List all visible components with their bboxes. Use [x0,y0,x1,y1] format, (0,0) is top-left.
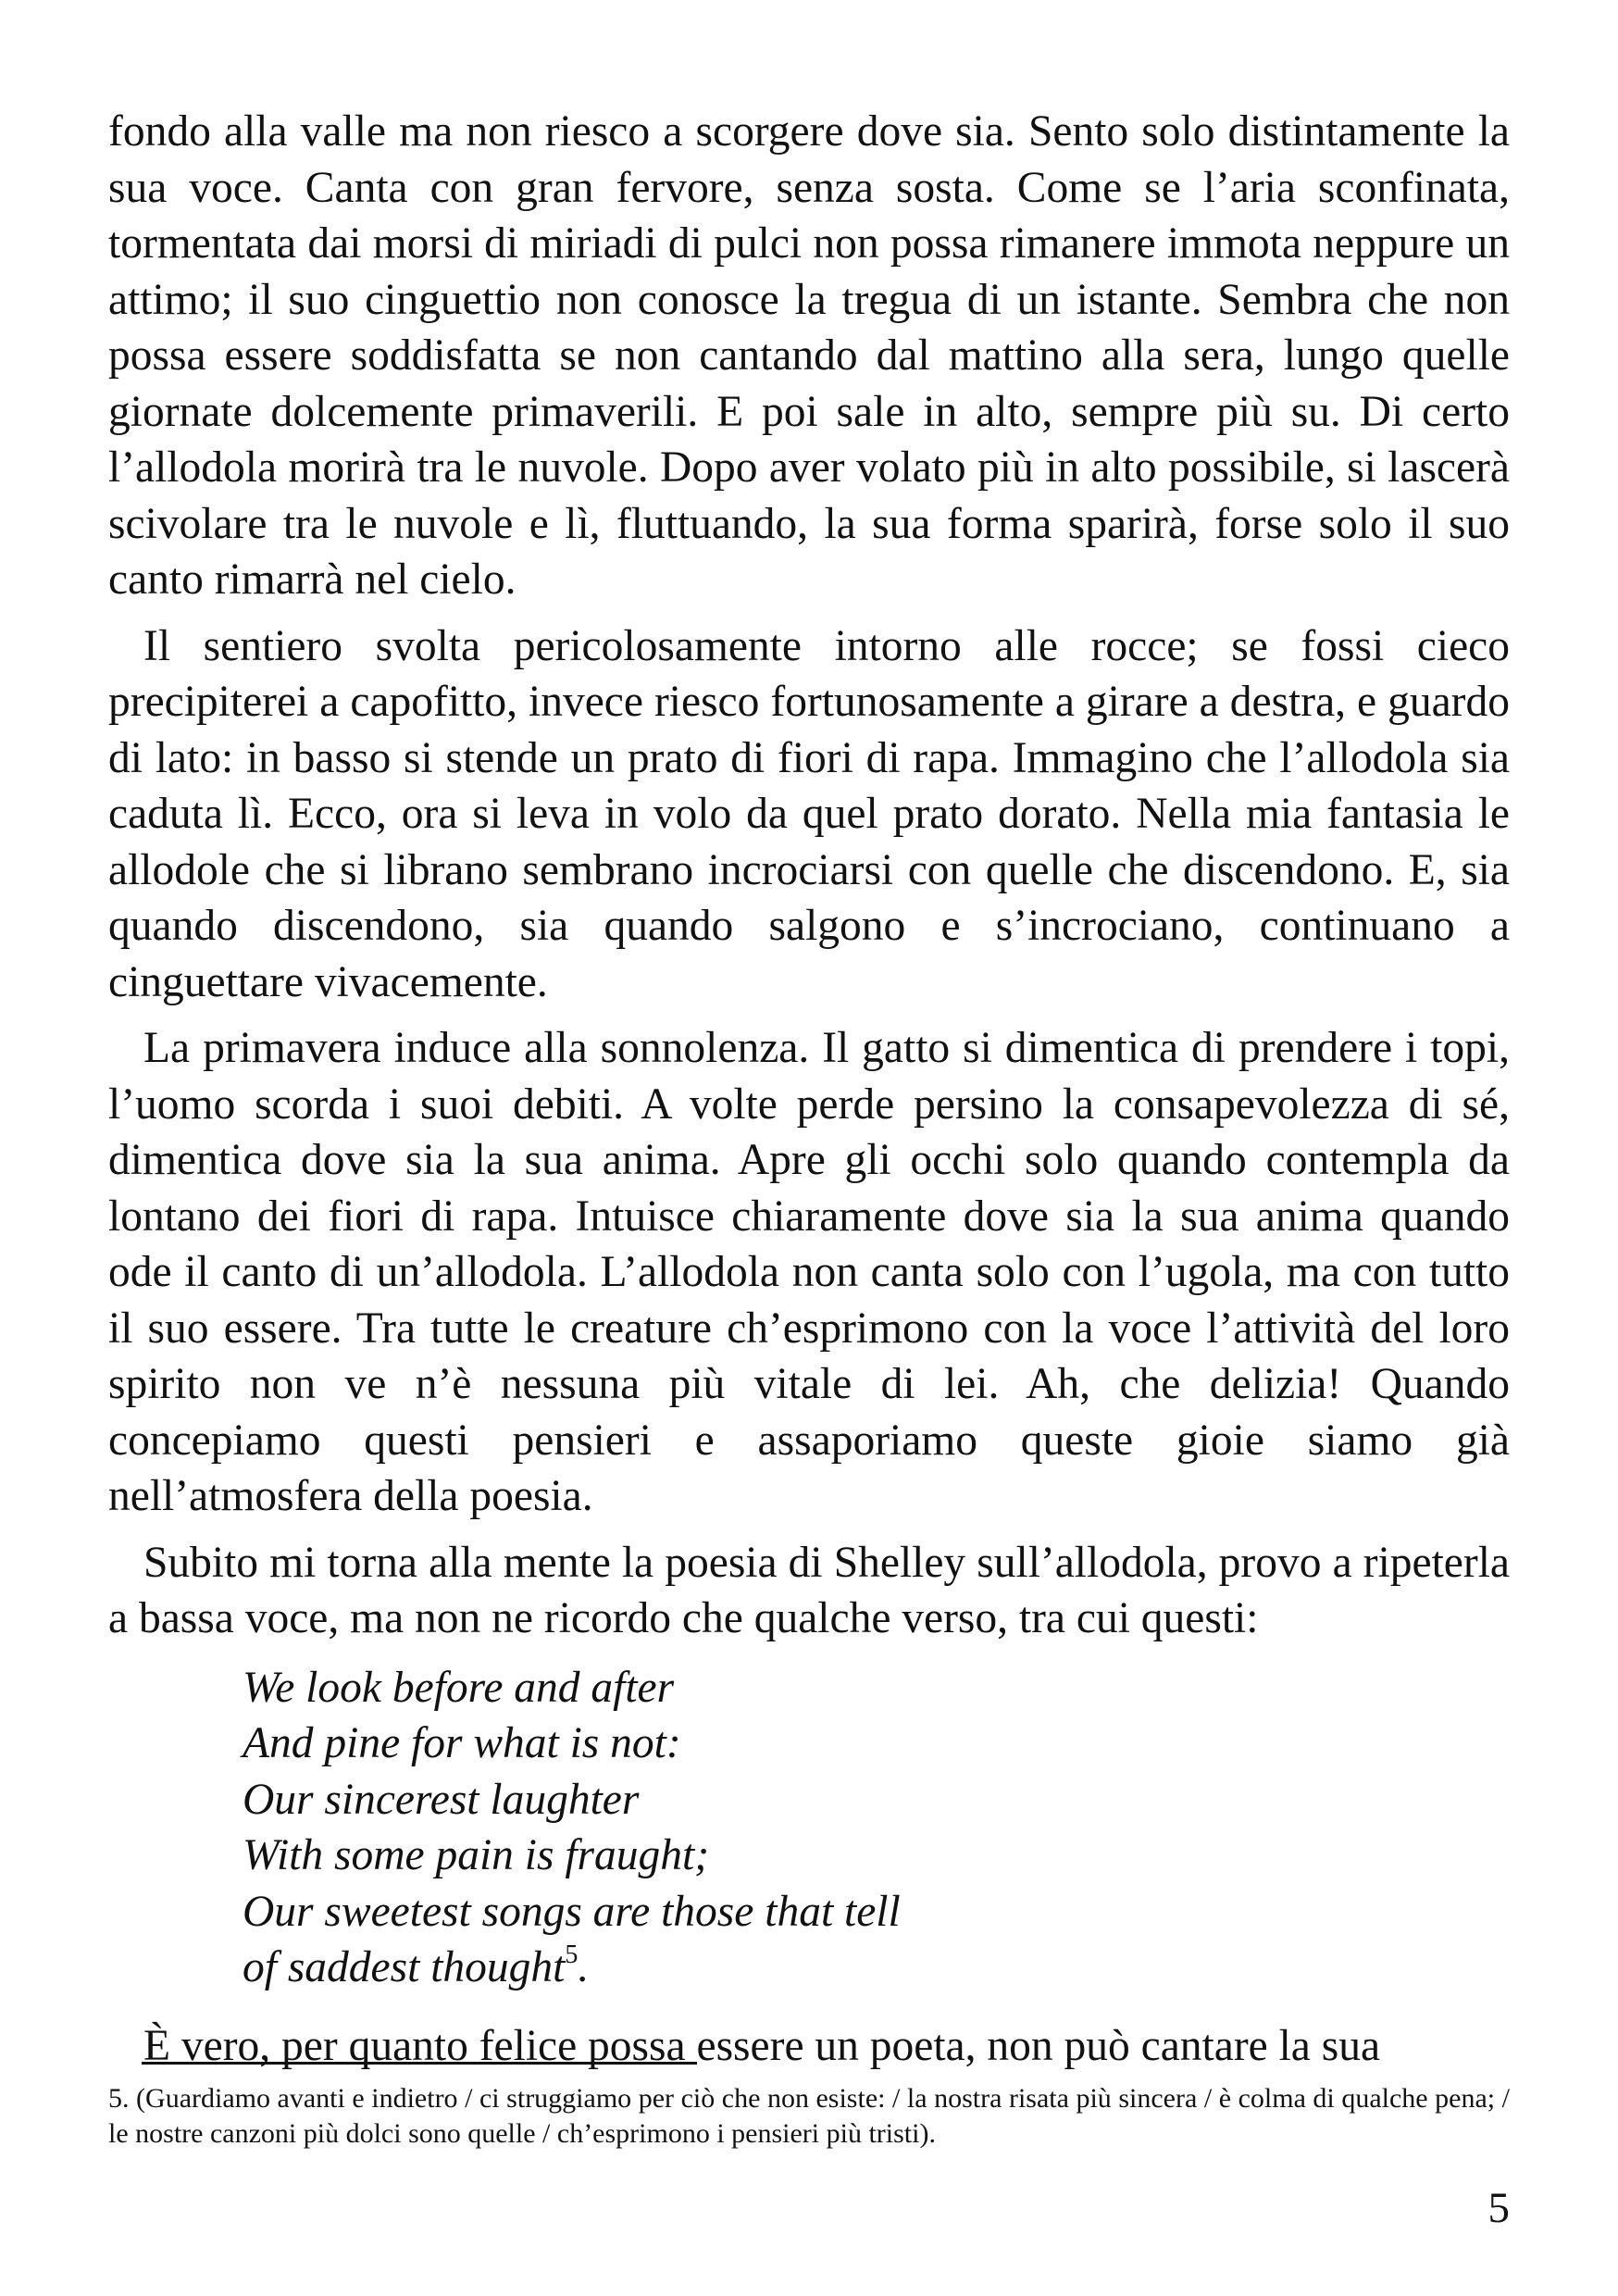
paragraph-3: La primavera induce alla sonnolenza. Il gatto si dimentica di prendere i topi, l’uomo scorda i suoi debiti. A volte perde persino la consapevolezza di sé, dimentica dove sia la sua anima. Apre gli occhi solo quando contempla da lontano dei fiori di rapa. Intuisce chiaramente dove sia la sua anima quando ode il canto di un’allodola. L’allodola non canta solo con l’ugola, ma con tutto il suo essere. Tra tutte le creature ch’esprimono con la voce l’attività del loro spirito non ve n’è nessuna più vitale di lei. Ah, che delizia! Quando concepiamo questi pensieri e assaporiamo queste gioie siamo già nell’atmosfera della poesia. [108,1024,1510,1520]
paragraph-4: Subito mi torna alla mente la poesia di Shelley sull’allodola, provo a ripeterla a bassa voce, ma non ne ricordo che qualche verso, tra cui questi: [108,1538,1510,1642]
footnote-rule [142,2062,697,2065]
poem-quote [108,1660,1510,1996]
body-text [108,104,1510,2084]
poem-line-4: With some pain is fraught; [243,1831,710,1879]
footnote-reference[interactable]: 5 [565,1940,579,1969]
paragraph-2: Il sentiero svolta pericolosamente intorno alle rocce; se fossi cieco precipiterei a capofitto, invece riesco fortunosamente a girare a destra, e guardo di lato: in basso si stende un prato di fiori di rapa. Immagino che l’allodola sia caduta lì. Ecco, ora si leva in volo da quel prato dorato. Nella mia fantasia le allodole che si librano sembrano incrociarsi con quelle che discendono. E, sia quando discendono, sia quando salgono e s’incrociano, continuano a cinguettare vivacemente. [108,621,1510,1006]
paragraph-5: È vero, per quanto felice possa essere un poeta, non può cantare la sua [143,2021,1381,2070]
poem-line-3: Our sincerest laughter [243,1775,640,1824]
poem-line-5: Our sweetest songs are those that tell [243,1887,901,1936]
footnote-5: 5. (Guardiamo avanti e indietro / ci struggiamo per ciò che non esiste: / la nostra risata più sincera / è colma di qualche pena; / le nostre canzoni più dolci sono quelle / ch’esprimono i pensieri più tristi). [108,2083,1510,2149]
poem-line-1: We look before and after [243,1663,675,1712]
poem-line-2: And pine for what is not: [243,1719,681,1767]
poem-last-line-text: of saddest thought [243,1943,566,1991]
poem-last-line-end: . [578,1943,590,1991]
poem-line-6 [243,1940,1510,1996]
paragraph-1: fondo alla valle ma non riesco a scorgere dove sia. Sento solo distintamente la sua voce. Canta con gran fervore, senza sosta. Come se l’aria sconfinata, tormentata dai morsi di miriadi di pulci non possa rimanere immota neppure un attimo; il suo cinguettio non conosce la tregua di un istante. Sembra che non possa essere soddisfatta se non cantando dal mattino alla sera, lungo quelle giornate dolcemente primaverili. E poi sale in alto, sempre più su. Di certo l’allodola morirà tra le nuvole. Dopo aver volato più in alto possibile, si lascerà scivolare tra le nuvole e lì, fluttuando, la sua forma sparirà, forse solo il suo canto rimarrà nel cielo. [108,107,1510,604]
page-number: 5 [1487,2184,1510,2232]
